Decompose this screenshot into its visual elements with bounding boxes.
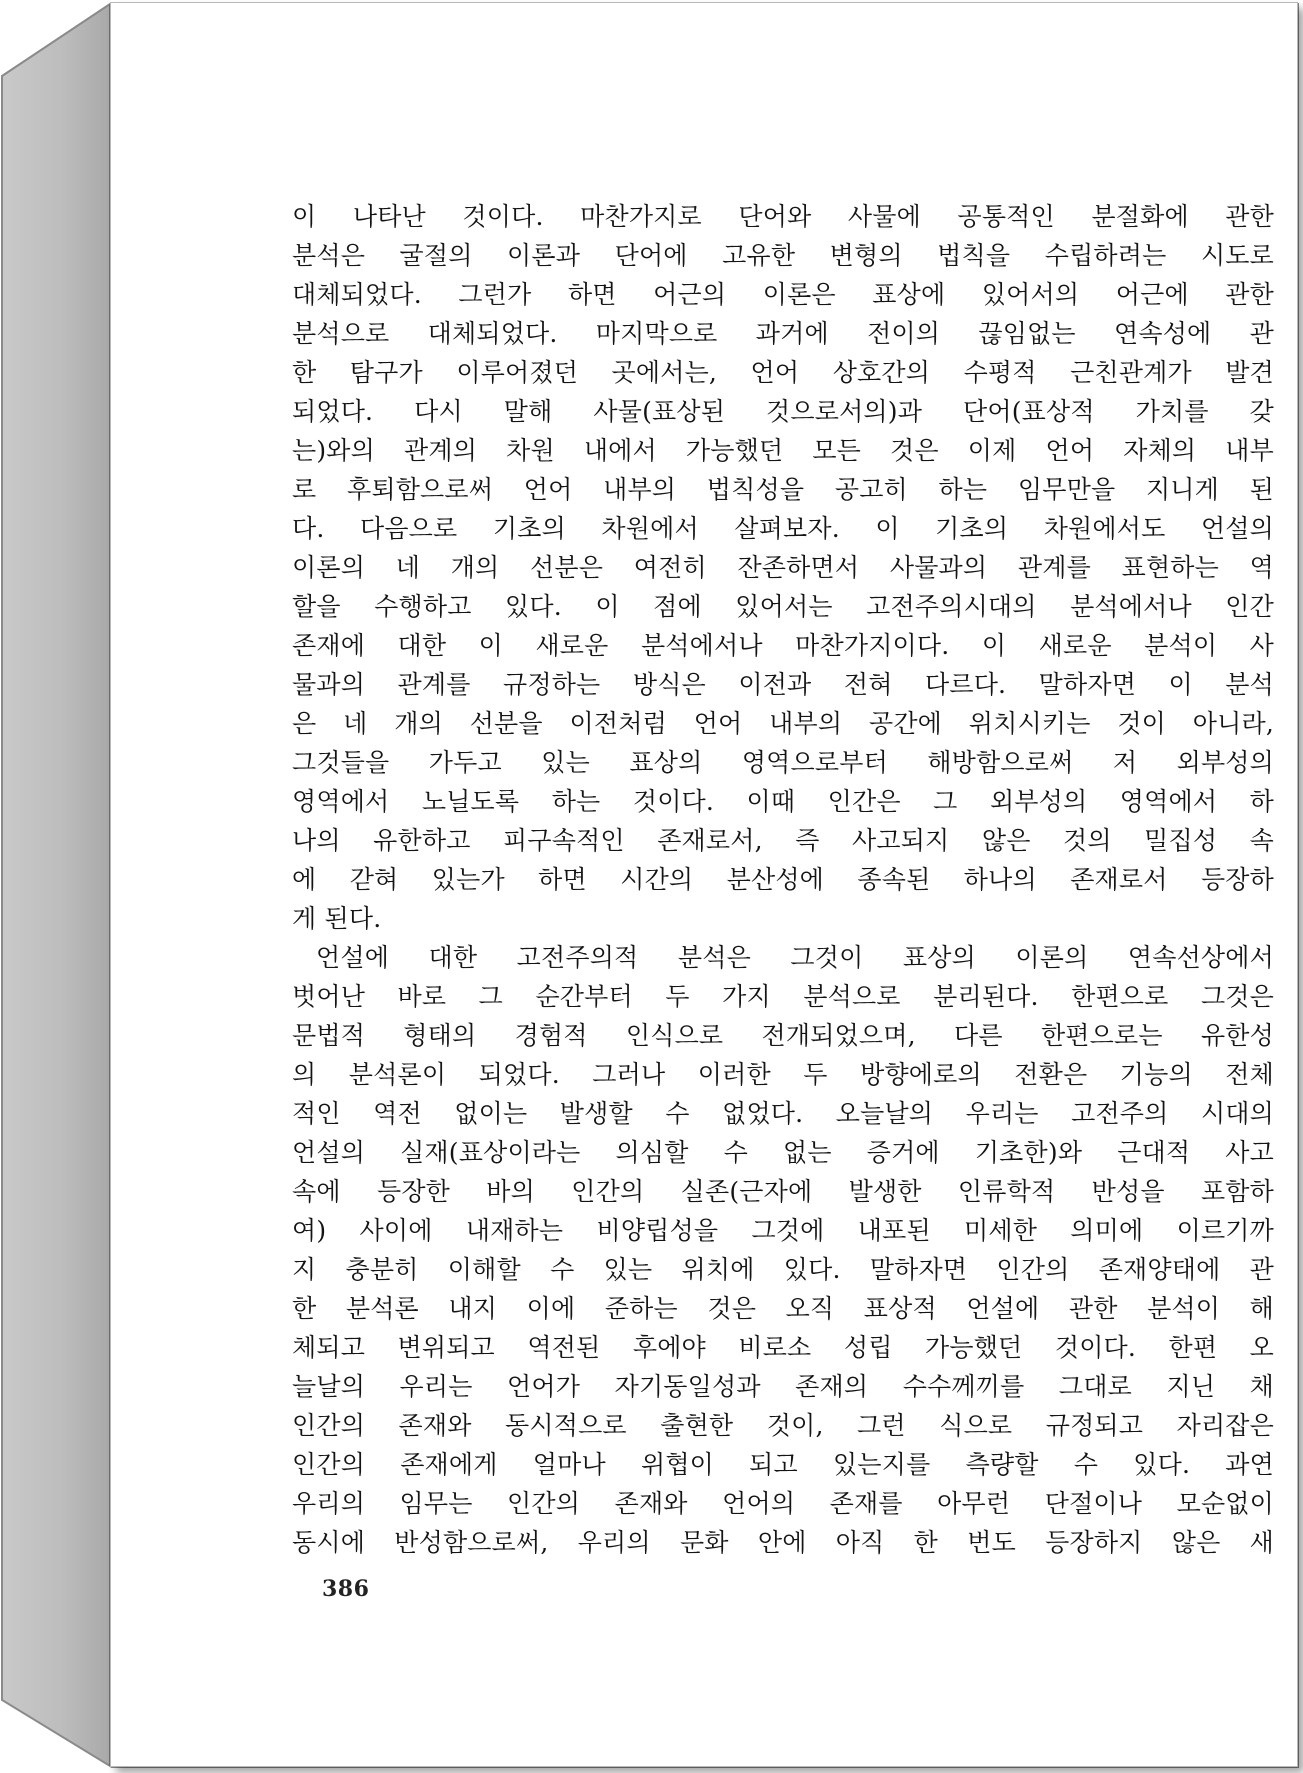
text-line: 은 네 개의 선분을 이전처럼 언어 내부의 공간에 위치시키는 것이 아니라,	[292, 709, 1274, 738]
text-line: 물과의 관계를 규정하는 방식은 이전과 전혀 다르다. 말하자면 이 분석	[292, 670, 1274, 699]
book-spine	[0, 0, 112, 1773]
text-line: 분석은 굴절의 이론과 단어에 고유한 변형의 법칙을 수립하려는 시도로	[292, 241, 1274, 270]
text-line: 여) 사이에 내재하는 비양립성을 그것에 내포된 미세한 의미에 이르기까	[292, 1216, 1274, 1245]
text-line: 체되고 변위되고 역전된 후에야 비로소 성립 가능했던 것이다. 한편 오	[292, 1333, 1274, 1362]
text-line: 대체되었다. 그런가 하면 어근의 이론은 표상에 있어서의 어근에 관한	[292, 280, 1274, 309]
text-line: 인간의 존재에게 얼마나 위협이 되고 있는지를 측량할 수 있다. 과연	[292, 1450, 1274, 1479]
text-line: 에 갇혀 있는가 하면 시간의 분산성에 종속된 하나의 존재로서 등장하	[292, 865, 1274, 894]
text-line: 그것들을 가두고 있는 표상의 영역으로부터 해방함으로써 저 외부성의	[292, 748, 1274, 777]
text-line: 나의 유한하고 피구속적인 존재로서, 즉 사고되지 않은 것의 밀집성 속	[292, 826, 1274, 855]
text-line: 되었다. 다시 말해 사물(표상된 것으로서의)과 단어(표상적 가치를 갖	[292, 397, 1274, 426]
text-line: 다. 다음으로 기초의 차원에서 살펴보자. 이 기초의 차원에서도 언설의	[292, 514, 1274, 543]
text-line: 게 된다.	[292, 904, 382, 933]
page-number: 386	[322, 1576, 370, 1602]
text-line: 한 탐구가 이루어졌던 곳에서는, 언어 상호간의 수평적 근친관계가 발견	[292, 358, 1274, 387]
text-line: 우리의 임무는 인간의 존재와 언어의 존재를 아무런 단절이나 모순없이	[292, 1489, 1274, 1518]
text-line: 문법적 형태의 경험적 인식으로 전개되었으며, 다른 한편으로는 유한성	[292, 1021, 1274, 1050]
text-line: 분석으로 대체되었다. 마지막으로 과거에 전이의 끊임없는 연속성에 관	[292, 319, 1274, 348]
text-line: 인간의 존재와 동시적으로 출현한 것이, 그런 식으로 규정되고 자리잡은	[292, 1411, 1274, 1440]
text-line: 늘날의 우리는 언어가 자기동일성과 존재의 수수께끼를 그대로 지닌 채	[292, 1372, 1274, 1401]
text-line: 이 나타난 것이다. 마찬가지로 단어와 사물에 공통적인 분절화에 관한	[292, 202, 1274, 231]
text-line: 로 후퇴함으로써 언어 내부의 법칙성을 공고히 하는 임무만을 지니게 된	[292, 475, 1274, 504]
text-line: 동시에 반성함으로써, 우리의 문화 안에 아직 한 번도 등장하지 않은 새	[292, 1528, 1274, 1557]
text-line: 속에 등장한 바의 인간의 실존(근자에 발생한 인류학적 반성을 포함하	[292, 1177, 1274, 1206]
book-page	[110, 2, 1298, 1767]
text-line: 언설에 대한 고전주의적 분석은 그것이 표상의 이론의 연속선상에서	[316, 943, 1274, 972]
text-line: 의 분석론이 되었다. 그러나 이러한 두 방향에로의 전환은 기능의 전체	[292, 1060, 1274, 1089]
text-line: 벗어난 바로 그 순간부터 두 가지 분석으로 분리된다. 한편으로 그것은	[292, 982, 1274, 1011]
text-line: 적인 역전 없이는 발생할 수 없었다. 오늘날의 우리는 고전주의 시대의	[292, 1099, 1274, 1128]
body-text	[292, 197, 1274, 1562]
text-line: 이론의 네 개의 선분은 여전히 잔존하면서 사물과의 관계를 표현하는 역	[292, 553, 1274, 582]
text-line: 영역에서 노닐도록 하는 것이다. 이때 인간은 그 외부성의 영역에서 하	[292, 787, 1274, 816]
text-line: 지 충분히 이해할 수 있는 위치에 있다. 말하자면 인간의 존재양태에 관	[292, 1255, 1274, 1284]
text-line: 한 분석론 내지 이에 준하는 것은 오직 표상적 언설에 관한 분석이 해	[292, 1294, 1274, 1323]
text-line: 는)와의 관계의 차원 내에서 가능했던 모든 것은 이제 언어 자체의 내부	[292, 436, 1274, 465]
text-line: 언설의 실재(표상이라는 의심할 수 없는 증거에 기초한)와 근대적 사고	[292, 1138, 1274, 1167]
text-line: 존재에 대한 이 새로운 분석에서나 마찬가지이다. 이 새로운 분석이 사	[292, 631, 1274, 660]
book-spine-graphic	[0, 0, 112, 1773]
text-line: 할을 수행하고 있다. 이 점에 있어서는 고전주의시대의 분석에서나 인간	[292, 592, 1274, 621]
